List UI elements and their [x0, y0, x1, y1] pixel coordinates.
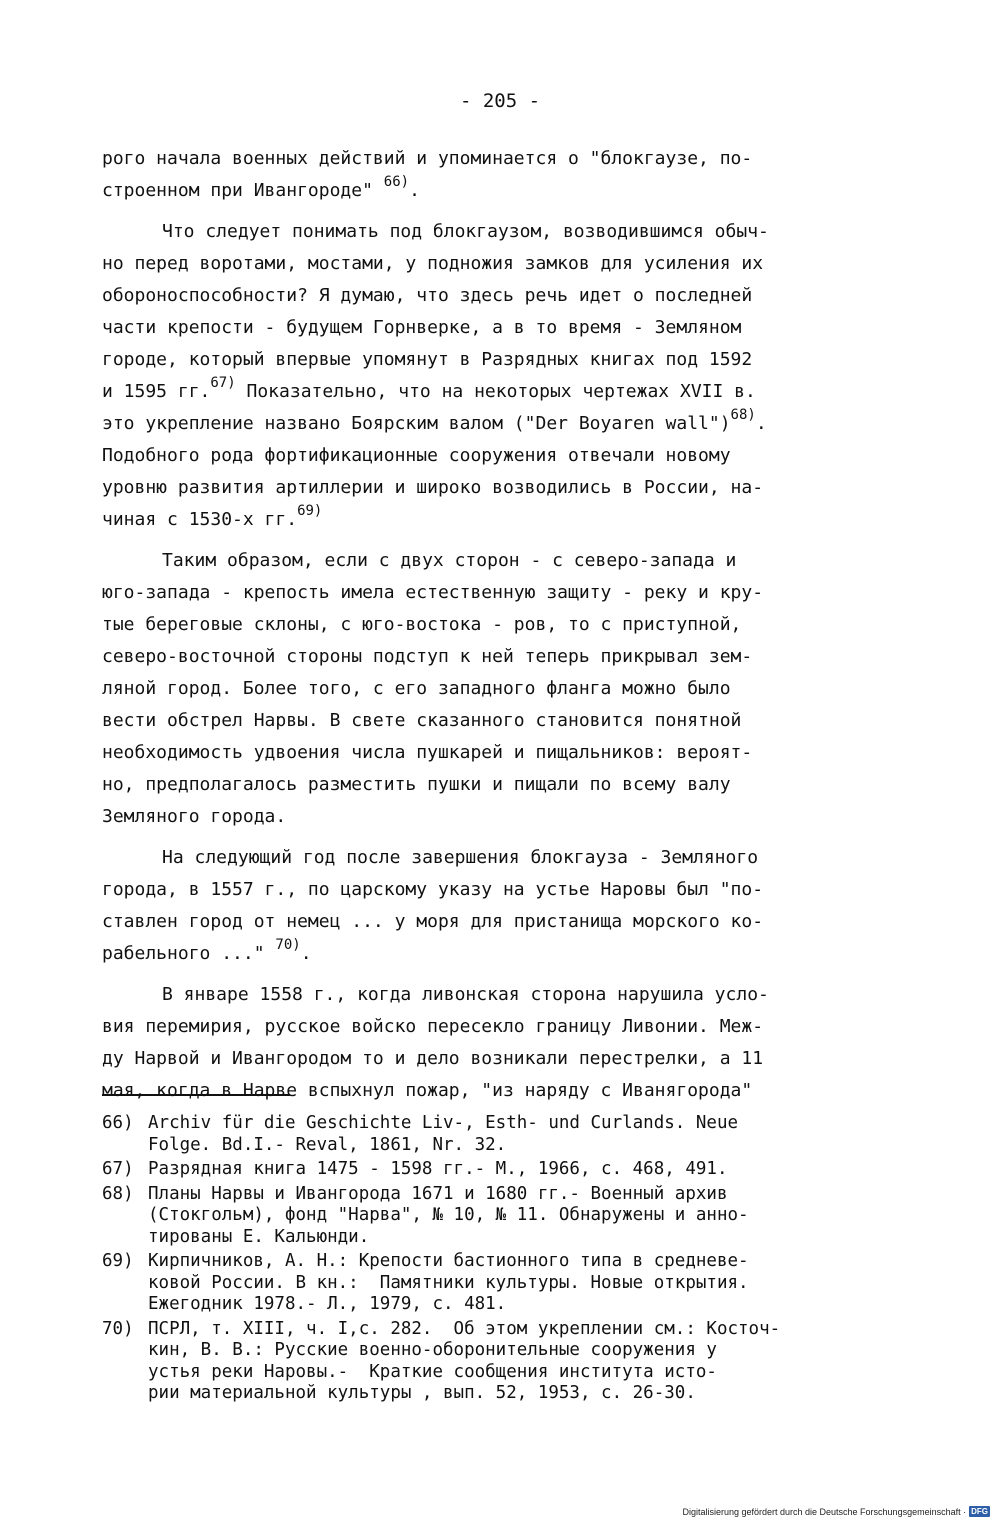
- footnotes: [102, 1113, 902, 1408]
- footnote-line: тированы Е. Кальюнди.: [148, 1226, 370, 1247]
- footnote-number: 68): [102, 1183, 134, 1204]
- line-text-after: .: [755, 413, 767, 434]
- footnote-line: Разрядная книга 1475 - 1598 гг.- М., 1966, с. 468, 491.: [148, 1159, 728, 1179]
- text-line: [102, 705, 902, 737]
- line-text: необходимость удвоения числа пушкарей и пищальников: вероят-: [102, 742, 753, 763]
- line-text: мая, когда в Нарве вспыхнул пожар, "из наряду с Иванягорода": [102, 1080, 753, 1101]
- text-line: [102, 874, 902, 906]
- line-text: и 1595 гг.: [102, 381, 211, 402]
- footnote-line: Кирпичников, А. Н.: Крепости бастионного типа в средневе-: [148, 1251, 749, 1271]
- text-line: [102, 440, 902, 472]
- paragraph: [102, 216, 902, 536]
- text-line: [102, 577, 902, 609]
- line-text: рабельного ...": [102, 943, 276, 964]
- footnote-line: Folge. Bd.I.- Reval, 1861, Nr. 32.: [148, 1134, 507, 1155]
- text-line: [102, 408, 902, 440]
- footnote-number: 70): [102, 1318, 134, 1339]
- credit-text: Digitalisierung gefördert durch die Deutsche Forschungsgemeinschaft ·: [682, 1506, 967, 1517]
- line-text: но перед воротами, мостами, у подножия замков для усиления их: [102, 253, 764, 274]
- footnote-number: 69): [102, 1251, 134, 1271]
- paragraph: [102, 979, 902, 1107]
- footnote-line: Archiv für die Geschichte Liv-, Esth- und Curlands. Neue: [148, 1113, 739, 1133]
- text-line: [102, 1075, 902, 1107]
- line-text: вия перемирия, русское войско пересекло границу Ливонии. Меж-: [102, 1016, 764, 1037]
- text-line: [102, 842, 902, 874]
- footnote: [102, 1251, 902, 1316]
- body-text: [102, 143, 902, 1107]
- paragraph: [102, 842, 902, 970]
- text-line: [102, 979, 902, 1011]
- footnote-ref: 67): [210, 375, 236, 391]
- footnote-line: ковой России. В кн.: Памятники культуры. Новые открытия.: [148, 1272, 749, 1293]
- text-line: [102, 1011, 902, 1043]
- line-text: Земляного города.: [102, 806, 287, 827]
- text-line: [102, 143, 902, 175]
- text-line: [102, 641, 902, 673]
- footnote-ref: 70): [275, 937, 301, 953]
- paragraph: [102, 545, 902, 833]
- line-text: строенном при Ивангороде": [102, 180, 384, 201]
- line-text: ду Нарвой и Ивангородом то и дело возникали перестрелки, а 11: [102, 1048, 764, 1069]
- line-text: ляной город. Более того, с его западного фланга можно было: [102, 678, 731, 699]
- line-text: Подобного рода фортификационные сооружения отвечали новому: [102, 445, 731, 466]
- line-text: Что следует понимать под блокгаузом, возводившимся обыч-: [162, 221, 769, 242]
- line-text: но, предполагалось разместить пушки и пищали по всему валу: [102, 774, 731, 795]
- text-line: [102, 248, 902, 280]
- digitization-credit: [682, 1506, 990, 1517]
- line-text-after: Показательно, что на некоторых чертежах XVII в.: [235, 381, 756, 402]
- line-text: города, в 1557 г., по царскому указу на устье Наровы был "по-: [102, 879, 764, 900]
- dfg-logo-icon: DFG: [971, 1507, 988, 1516]
- footnote-number: 66): [102, 1113, 134, 1133]
- text-line: [102, 609, 902, 641]
- text-line: [102, 472, 902, 504]
- text-line: [102, 673, 902, 705]
- line-text: вести обстрел Нарвы. В свете сказанного становится понятной: [102, 710, 742, 731]
- footnote: [102, 1184, 902, 1249]
- line-text: На следующий год после завершения блокгауза - Земляного: [162, 847, 759, 868]
- footnote-ref: 68): [730, 407, 756, 423]
- line-text: уровню развития артиллерии и широко возводились в России, на-: [102, 477, 764, 498]
- text-line: [102, 769, 902, 801]
- text-line: [102, 801, 902, 833]
- footnote-number: 67): [102, 1159, 134, 1179]
- text-line: [102, 175, 902, 207]
- text-line: [102, 545, 902, 577]
- footnote: [102, 1319, 902, 1405]
- text-line: [102, 737, 902, 769]
- footnote-divider: [102, 1094, 290, 1096]
- text-line: [102, 216, 902, 248]
- line-text-after: .: [409, 180, 420, 201]
- text-line: [102, 1043, 902, 1075]
- page-number: - 205 -: [459, 90, 541, 112]
- footnote-line: кин, В. В.: Русские военно-оборонительные сооружения у: [148, 1340, 717, 1360]
- text-line: [102, 344, 902, 376]
- footnote-line: устья реки Наровы.- Краткие сообщения института исто-: [148, 1361, 717, 1382]
- line-text-after: .: [300, 943, 312, 964]
- text-line: [102, 906, 902, 938]
- footnote-line: ПСРЛ, т. XIII, ч. I,с. 282. Об этом укреплении см.: Косточ-: [148, 1318, 781, 1339]
- line-text: тые береговые склоны, с юго-востока - ров, то с приступной,: [102, 614, 742, 635]
- text-line: [102, 504, 902, 536]
- line-text: рого начала военных действий и упоминается о "блокгаузе, по-: [102, 148, 753, 169]
- paragraph: [102, 143, 902, 207]
- footnote: [102, 1113, 902, 1156]
- footnote-line: Планы Нарвы и Ивангорода 1671 и 1680 гг.- Военный архив: [148, 1183, 728, 1204]
- text-line: [102, 376, 902, 408]
- line-text: Таким образом, если с двух сторон - с северо-запада и: [162, 550, 737, 571]
- text-line: [102, 938, 902, 970]
- footnote-ref: 69): [297, 503, 323, 519]
- line-text: части крепости - будущем Горнверке, а в то время - Земляном: [102, 317, 742, 338]
- text-line: [102, 280, 902, 312]
- line-text: В январе 1558 г., когда ливонская сторона нарушила усло-: [162, 984, 769, 1005]
- line-text: это укрепление названо Боярским валом ("Der Boyaren wall"): [102, 413, 731, 434]
- footnote-line: рии материальной культуры , вып. 52, 1953, с. 26-30.: [148, 1383, 696, 1403]
- footnote: [102, 1159, 902, 1181]
- footnote-line: (Стокгольм), фонд "Нарва", № 10, № 11. Обнаружены и анно-: [148, 1205, 749, 1225]
- line-text: ставлен город от немец ... у моря для пристанища морского ко-: [102, 911, 764, 932]
- line-text: юго-запада - крепость имела естественную защиту - реку и кру-: [102, 582, 764, 603]
- line-text: обороноспособности? Я думаю, что здесь речь идет о последней: [102, 285, 753, 306]
- line-text: северо-восточной стороны подступ к ней теперь прикрывал зем-: [102, 646, 753, 667]
- line-text: городе, который впервые упомянут в Разрядных книгах под 1592: [102, 349, 753, 370]
- line-text: чиная с 1530-х гг.: [102, 509, 298, 530]
- footnote-line: Ежегодник 1978.- Л., 1979, с. 481.: [148, 1294, 507, 1314]
- text-line: [102, 312, 902, 344]
- footnote-ref: 66): [383, 174, 410, 190]
